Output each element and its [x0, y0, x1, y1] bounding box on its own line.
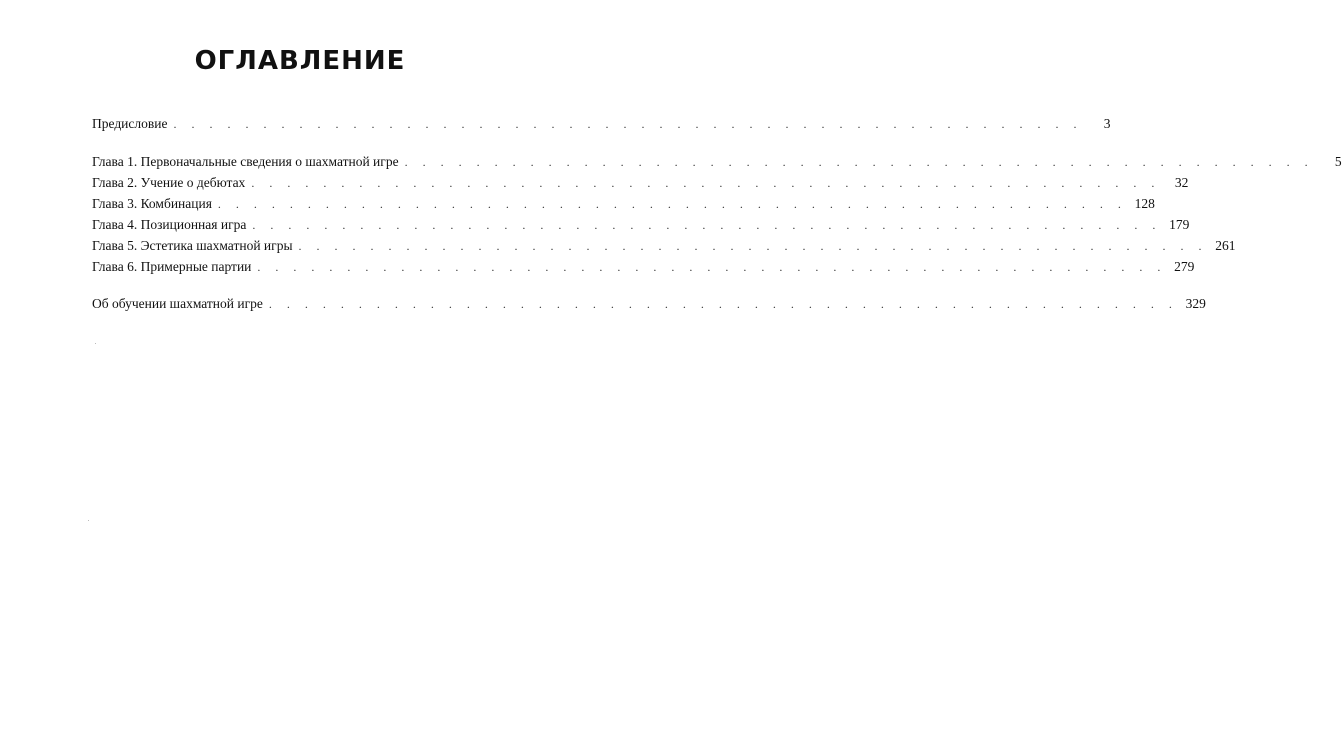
toc-entry-label: Глава 2. Учение о дебютах [92, 175, 246, 190]
toc-entry-label: Глава 4. Позиционная игра [92, 217, 247, 232]
toc-entry-chapter-4[interactable] [92, 217, 1190, 238]
leader-dots: . . . . . . . . . . . . . . . . . . . . . . . . . . . . . . . . . . . . . . . . . . . . . . . . . . . [252, 218, 1162, 232]
toc-entry-page: 279 [1174, 259, 1195, 274]
toc-entry-afterword[interactable] [92, 296, 1206, 317]
leader-dots: . . . . . . . . . . . . . . . . . . . . . . . . . . . . . . . . . . . . . . . . . . . . . . . . . . . [217, 197, 1127, 211]
toc-entry-chapter-5[interactable] [92, 238, 1236, 259]
leader-dots: . . . . . . . . . . . . . . . . . . . . . . . . . . . . . . . . . . . . . . . . . . . . . . . . . . . [173, 117, 1083, 131]
leader-dots: . . . . . . . . . . . . . . . . . . . . . . . . . . . . . . . . . . . . . . . . . . . . . . . . . . . [251, 176, 1161, 190]
toc-chapters-group [92, 154, 1342, 280]
toc-entry-page: 179 [1169, 217, 1190, 232]
scan-speck [88, 520, 89, 521]
leader-dots: . . . . . . . . . . . . . . . . . . . . . . . . . . . . . . . . . . . . . . . . . . . . . . . . . . . [404, 155, 1314, 169]
toc-entry-chapter-1[interactable] [92, 154, 1342, 175]
toc-entry-page: 329 [1185, 296, 1206, 311]
toc-afterword-group [92, 296, 1206, 317]
toc-entry-preface[interactable] [92, 116, 1111, 137]
toc-entry-label: Глава 6. Примерные партии [92, 259, 252, 274]
toc-entry-page: 261 [1215, 238, 1236, 253]
leader-dots: . . . . . . . . . . . . . . . . . . . . . . . . . . . . . . . . . . . . . . . . . . . . . . . . . . . [298, 239, 1208, 253]
toc-entry-page: 128 [1134, 196, 1155, 211]
leader-dots: . . . . . . . . . . . . . . . . . . . . . . . . . . . . . . . . . . . . . . . . . . . . . . . . . . . [268, 297, 1178, 311]
toc-entry-label: Предисловие [92, 116, 168, 131]
toc-entry-chapter-2[interactable] [92, 175, 1189, 196]
toc-entry-page: 32 [1174, 175, 1189, 190]
leader-dots: . . . . . . . . . . . . . . . . . . . . . . . . . . . . . . . . . . . . . . . . . . . . . . . . . . . [257, 260, 1167, 274]
toc-entry-page: 3 [1103, 116, 1111, 131]
toc-entry-label: Об обучении шахматной игре [92, 296, 263, 311]
toc-entry-label: Глава 5. Эстетика шахматной игры [92, 238, 293, 253]
toc-entry-chapter-6[interactable] [92, 259, 1195, 280]
scan-speck [95, 343, 96, 344]
toc-preface-group [92, 116, 1111, 137]
toc-entry-label: Глава 3. Комбинация [92, 196, 212, 211]
page-title: ОГЛАВЛЕНИЕ [194, 46, 406, 76]
toc-entry-label: Глава 1. Первоначальные сведения о шахматной игре [92, 154, 399, 169]
toc-entry-chapter-3[interactable] [92, 196, 1155, 217]
toc-entry-page: 5 [1334, 154, 1342, 169]
